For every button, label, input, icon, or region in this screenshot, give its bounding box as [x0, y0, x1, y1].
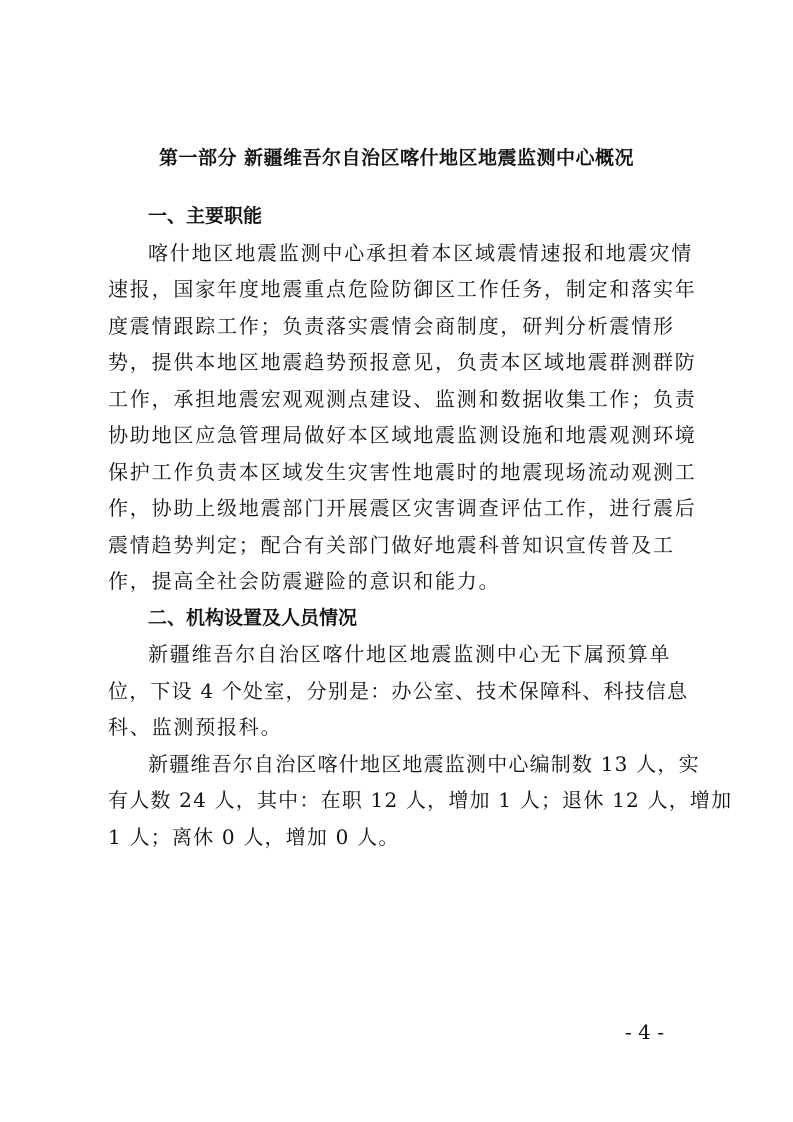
- paragraph-organization-units: [108, 636, 698, 746]
- text-line: 新疆维吾尔自治区喀什地区地震监测中心无下属预算单: [148, 642, 672, 666]
- text-line: 保护工作负责本区域发生灾害性地震时的地震现场流动观测工: [108, 459, 697, 484]
- text-line: 震情趋势判定；配合有关部门做好地震科普知识宣传普及工: [108, 532, 675, 557]
- paragraph-staffing: [108, 746, 733, 856]
- page-number: - 4 -: [625, 1020, 664, 1044]
- text-line: 科、监测预报科。: [108, 715, 283, 739]
- text-line: 喀什地区地震监测中心承担着本区域震情速报和地震灾情: [148, 240, 693, 265]
- text-line: 作，提高全社会防震避险的意识和能力。: [108, 569, 501, 593]
- text-line: 势，提供本地区地震趋势预报意见，负责本区域地震群测群防: [108, 350, 697, 374]
- text-line: 速报，国家年度地震重点危险防御区工作任务，制定和落实年: [108, 277, 697, 301]
- section-heading-main-functions: 一、主要职能: [148, 205, 263, 227]
- section-heading-organization: 二、机构设置及人员情况: [148, 606, 358, 629]
- page-title: 第一部分 新疆维吾尔自治区喀什地区地震监测中心概况: [158, 147, 635, 169]
- text-line: 度震情跟踪工作；负责落实震情会商制度，研判分析震情形: [108, 313, 675, 338]
- text-line: 新疆维吾尔自治区喀什地区地震监测中心编制数 13 人，实: [148, 751, 700, 776]
- text-line: 协助地区应急管理局做好本区域地震监测设施和地震观测环境: [108, 423, 697, 447]
- text-line: 1 人；离休 0 人，增加 0 人。: [108, 824, 400, 849]
- text-line: 位，下设 4 个处室，分别是：办公室、技术保障科、科技信息: [108, 678, 689, 703]
- text-line: 作，协助上级地震部门开展震区灾害调查评估工作，进行震后: [108, 496, 697, 520]
- text-line: 工作，承担地震宏观观测点建设、监测和数据收集工作；负责: [108, 386, 697, 411]
- text-line: 有人数 24 人，其中：在职 12 人，增加 1 人；退休 12 人，增加: [108, 788, 733, 812]
- paragraph-main-functions: [108, 235, 698, 600]
- document-body: [108, 198, 733, 855]
